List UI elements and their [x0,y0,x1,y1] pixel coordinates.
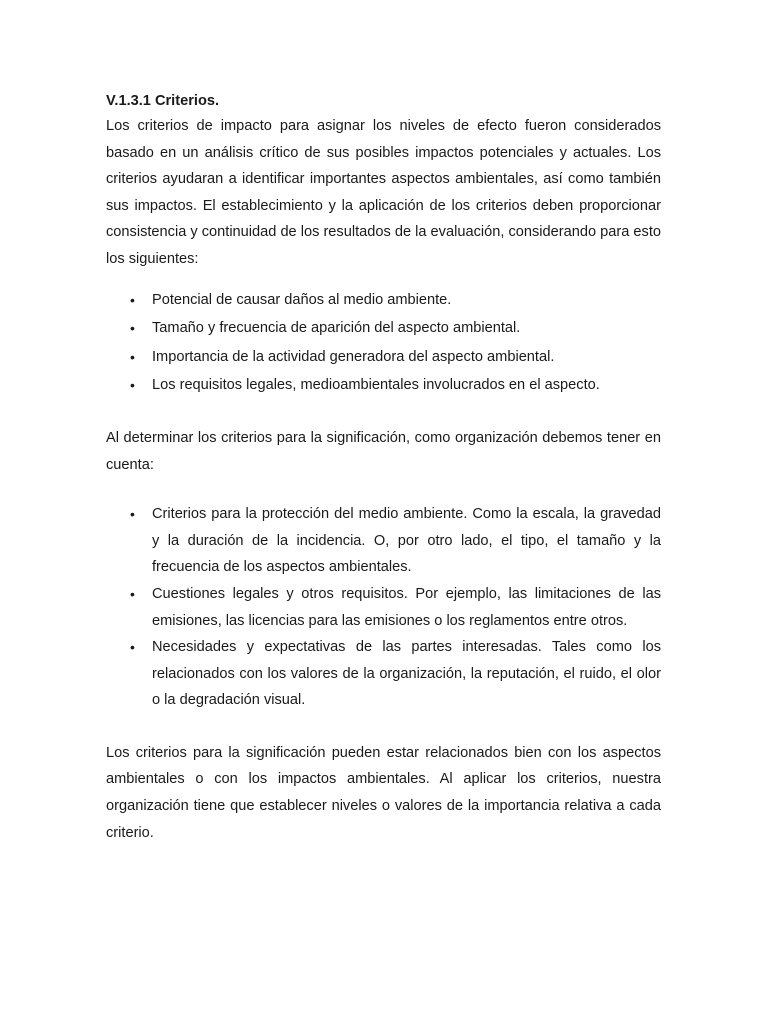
document-page [106,90,661,846]
list-item [106,343,661,372]
significance-list [106,501,661,714]
bullet-icon: • [130,639,135,656]
bullet-icon: • [130,506,135,523]
intro-paragraph: Los criterios de impacto para asignar los niveles de efecto fueron considerados basado en un análisis crítico de sus posibles impactos potenciales y actuales. Los criterios ayudaran a identificar importantes aspectos ambientales, así como también sus impactos. El establecimiento y la aplicación de los criterios deben proporcionar consistencia y continuidad de los resultados de la evaluación, considerando para esto los siguientes: [106,118,661,267]
list-item-text: Necesidades y expectativas de las partes interesadas. Tales como los relacionados con los valores de la organización, la reputación, el ruido, el olor o la degradación visual. [152,639,661,709]
list-item [106,314,661,343]
closing-paragraph: Los criterios para la significación pueden estar relacionados bien con los aspectos ambientales o con los impactos ambientales. Al aplicar los criterios, nuestra organización tiene que establecer niveles o valores de la importancia relativa a cada criterio. [106,744,661,841]
bullet-icon: • [130,377,135,394]
list-item [106,501,661,581]
significance-paragraph: Al determinar los criterios para la significación, como organización debemos tener en cuenta: [106,429,661,473]
bullet-icon: • [130,291,135,308]
list-item-text: Importancia de la actividad generadora del aspecto ambiental. [152,348,555,365]
list-item [106,286,661,315]
criteria-list [106,286,661,400]
list-item-text: Cuestiones legales y otros requisitos. Por ejemplo, las limitaciones de las emisiones, las licencias para las emisiones o los reglamentos entre otros. [152,585,661,629]
bullet-icon: • [130,585,135,602]
list-item-text: Tamaño y frecuencia de aparición del aspecto ambiental. [152,320,521,337]
list-item [106,634,661,714]
list-item [106,581,661,634]
list-item-text: Criterios para la protección del medio ambiente. Como la escala, la gravedad y la duración de la incidencia. O, por otro lado, el tipo, el tamaño y la frecuencia de los aspectos ambientales. [152,506,661,576]
bullet-icon: • [130,348,135,365]
list-item [106,371,661,400]
bullet-icon: • [130,320,135,337]
list-item-text: Los requisitos legales, medioambientales involucrados en el aspecto. [152,377,600,394]
list-item-text: Potencial de causar daños al medio ambiente. [152,291,452,308]
section-heading: V.1.3.1 Criterios. [106,93,220,109]
